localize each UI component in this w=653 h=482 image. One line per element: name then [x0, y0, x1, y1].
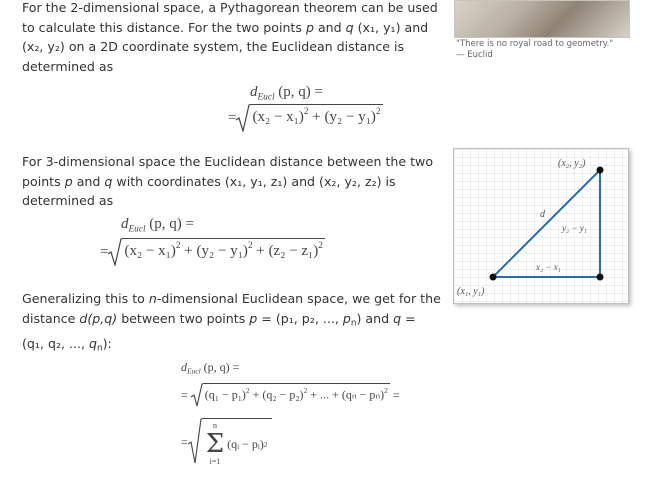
text-line: Generalizing this to n-dimensional Euclidean space, we get for the	[22, 291, 441, 306]
paragraph-nd	[22, 289, 441, 359]
text-line: points p and q with coordinates (x₁, y₁, z₁) and (x₂, y₂, z₂) is	[22, 173, 396, 189]
hypotenuse-label: d	[540, 209, 545, 220]
formula-3d-rhs: = $(x_2 - x_1)^2 + (y_2 - y_1)^2 + (z_2 - z_1)^2$	[100, 238, 325, 266]
formula-nd-sum: = n Σ i=1 (qᵢ − pᵢ) 2	[181, 418, 272, 467]
point-1-label: (x₁, y₁)	[457, 286, 485, 297]
quote-caption	[456, 39, 636, 61]
paragraph-2d	[22, 0, 438, 76]
sqrt-sign: n Σ i=1 (qᵢ − pᵢ) 2	[188, 418, 272, 467]
sqrt-sign: $(x_2 - x_1)^2 + (y_2 - y_1)^2 + (z_2 - z_1)^2$	[108, 238, 324, 266]
vertical-label: y₂ − y₁	[562, 223, 587, 233]
paragraph-3d	[22, 152, 433, 211]
formula-nd-rhs: = $(q_1 - p_1)^2 + (q_2 - p_2)^2$ + ... + $(q_n - p_n)^2$ =	[181, 383, 400, 407]
diagram-svg	[454, 149, 628, 303]
corner-point	[597, 274, 604, 281]
formula-2d-rhs: = $(x_2 - x_1)^2 + (y_2 - y_1)^2$	[228, 104, 383, 132]
point-2-label: (x₂, y₂)	[558, 158, 586, 169]
summation: n Σ i=1	[205, 421, 225, 466]
sqrt-sign: $(x_2 - x_1)^2 + (y_2 - y_1)^2$	[236, 104, 382, 132]
euclid-photo	[454, 0, 630, 38]
text-line: (x₂, y₂) on a 2D coordinate system, the Euclidean distance is	[22, 39, 405, 54]
point-2	[597, 167, 604, 174]
text-line: to calculate this distance. For the two points p and q (x₁, y₁) and	[22, 19, 429, 35]
horizontal-label: x₂ − x₁	[536, 262, 561, 272]
quote-text: "There is no royal road to geometry."	[456, 39, 614, 49]
distance-diagram	[453, 148, 629, 304]
quote-author: — Euclid	[456, 50, 493, 60]
point-1	[490, 274, 497, 281]
formula-2d-lhs: $d_{Eucl}$ (p, q) =	[250, 84, 323, 103]
text-line: determined as	[22, 58, 114, 74]
sqrt-sign: $(q_1 - p_1)^2 + (q_2 - p_2)^2$ + ... + $(q_n - p_n)^2$	[191, 383, 390, 407]
text-line: For 3-dimensional space the Euclidean distance between the two	[22, 154, 434, 169]
text-line: distance d(p,q) between two points p = (p₁, p₂, ..., $p_n$) and q =	[22, 310, 416, 329]
formula-nd-lhs: $d_{Eucl}$ (p, q) =	[181, 360, 240, 376]
formula-3d-lhs: $d_{Eucl}$ (p, q) =	[121, 216, 194, 235]
text-line: For the 2-dimensional space, a Pythagorean theorem can be used	[22, 0, 438, 15]
text-line: (q₁, q₂, ..., $q_n$):	[22, 335, 112, 354]
text-line: determined as	[22, 193, 114, 208]
